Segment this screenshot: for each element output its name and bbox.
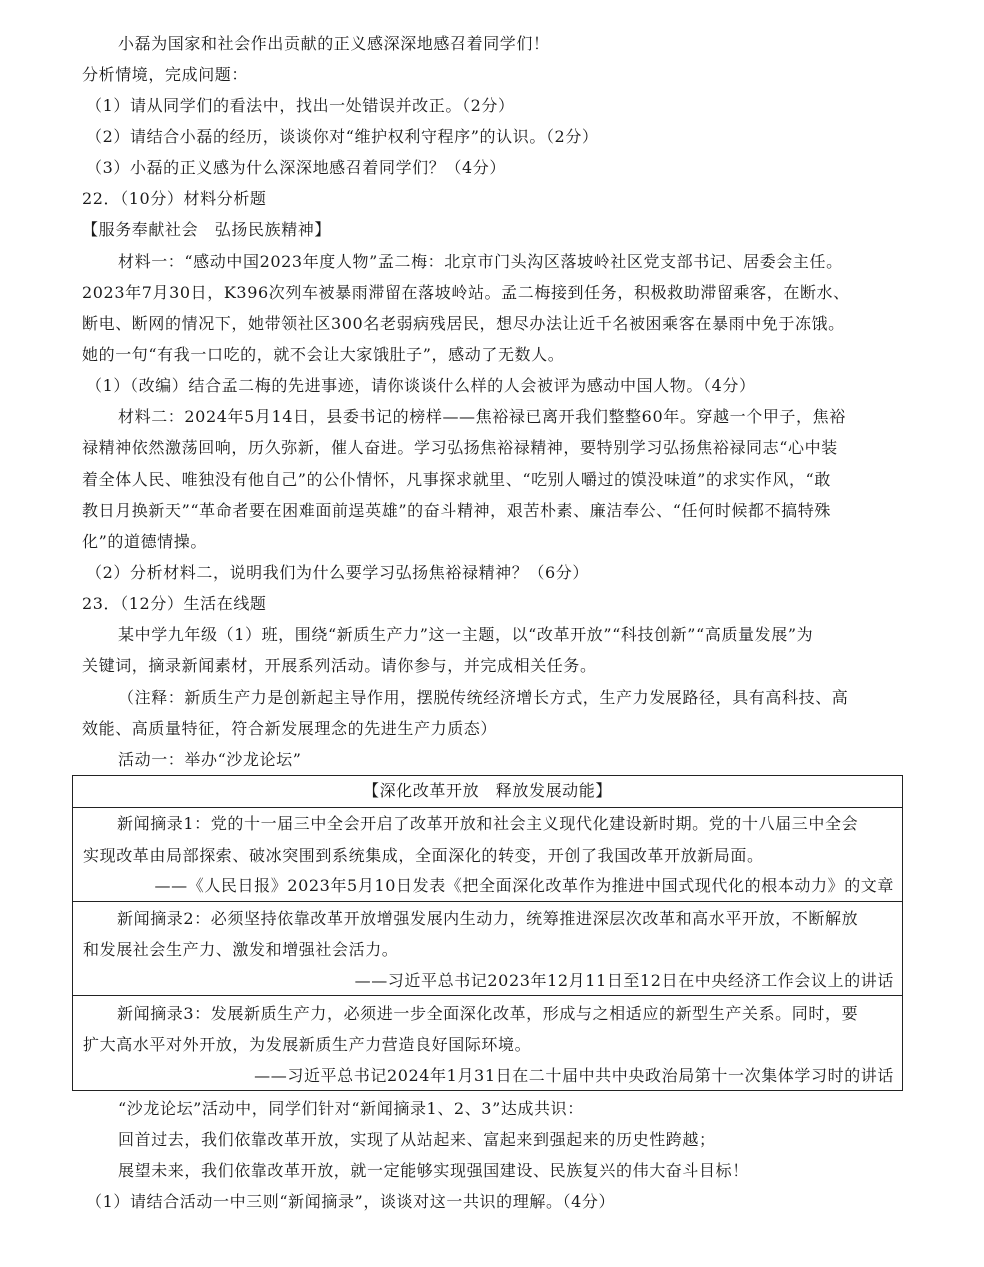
question-line: （2）请结合小磊的经历，谈谈你对“维护权利守程序”的认识。（2分） (86, 127, 599, 146)
instruction-line: 分析情境，完成问题： (82, 65, 249, 84)
excerpt-text: 新闻摘录1：党的十一届三中全会开启了改革开放和社会主义现代化建设新时期。党的十八届三中全会 (117, 814, 859, 833)
material-line: 她的一句“有我一口吃的，就不会让大家饿肚子”，感动了无数人。 (82, 345, 565, 364)
excerpt-text: 和发展社会生产力、激发和增强社会活力。 (83, 940, 399, 959)
material-line: 材料一：“感动中国2023年度人物”孟二梅：北京市门头沟区落坡岭社区党支部书记、居委会主任。 (118, 252, 843, 271)
material-line: 材料二：2024年5月14日，县委书记的榜样——焦裕禄已离开我们整整60年。穿越一个甲子，焦裕 (118, 407, 846, 426)
news-excerpt-3 (73, 995, 902, 1090)
note-line: （注释：新质生产力是创新起主导作用，摆脱传统经济增长方式，生产力发展路径，具有高科技、高 (118, 688, 849, 707)
material-line: 断电、断网的情况下，她带领社区300名老弱病残居民，想尽办法让近千名被困乘客在暴雨中免于冻饿。 (82, 314, 845, 333)
section-title: 【服务奉献社会 弘扬民族精神】 (82, 220, 332, 239)
question-line: （3）小磊的正义感为什么深深地感召着同学们？（4分） (86, 158, 506, 177)
note-line: 效能、高质量特征，符合新发展理念的先进生产力质态） (82, 719, 498, 738)
material-line: 教日月换新天”“革命者要在困难面前逞英雄”的奋斗精神，艰苦朴素、廉洁奉公、“任何时候都不搞特殊 (82, 501, 831, 520)
excerpt-source: ——《人民日报》2023年5月10日发表《把全面深化改革作为推进中国式现代化的根本动力》的文章 (154, 876, 894, 895)
news-excerpt-box (72, 775, 903, 1091)
material-line: 着全体人民、唯独没有他自己”的公仆情怀，凡事探求就里、“吃别人嚼过的馍没味道”的求实作风，“敢 (82, 470, 831, 489)
question-line: （1）（改编）结合孟二梅的先进事迹，请你谈谈什么样的人会被评为感动中国人物。（4分） (86, 376, 756, 395)
excerpt-source: ——习近平总书记2023年12月11日至12日在中央经济工作会议上的讲话 (354, 971, 894, 990)
text-line: 小磊为国家和社会作出贡献的正义感深深地感召着同学们！ (118, 34, 550, 53)
text-line: 回首过去，我们依靠改革开放，实现了从站起来、富起来到强起来的历史性跨越； (118, 1130, 716, 1149)
excerpt-source: ——习近平总书记2024年1月31日在二十届中共中央政治局第十一次集体学习时的讲话 (254, 1066, 894, 1085)
question-heading: 22．（10分）材料分析题 (82, 189, 267, 208)
box-title: 【深化改革开放 释放发展动能】 (362, 781, 612, 800)
material-line: 化”的道德情操。 (82, 532, 207, 551)
news-excerpt-1 (73, 807, 902, 901)
material-line: 关键词，摘录新闻素材，开展系列活动。请你参与，并完成相关任务。 (82, 656, 597, 675)
activity-title: 活动一：举办“沙龙论坛” (118, 750, 302, 769)
material-line: 某中学九年级（1）班，围绕“新质生产力”这一主题，以“改革开放”“科技创新”“高质量发展”为 (118, 625, 814, 644)
question-heading: 23．（12分）生活在线题 (82, 594, 267, 613)
excerpt-text: 新闻摘录2：必须坚持依靠改革开放增强发展内生动力，统筹推进深层次改革和高水平开放，不断解放 (117, 909, 859, 928)
text-line: 展望未来，我们依靠改革开放，就一定能够实现强国建设、民族复兴的伟大奋斗目标！ (118, 1161, 749, 1180)
question-line: （1）请结合活动一中三则“新闻摘录”，谈谈对这一共识的理解。（4分） (86, 1192, 616, 1211)
text-line: “沙龙论坛”活动中，同学们针对“新闻摘录1、2、3”达成共识： (118, 1099, 584, 1118)
question-line: （1）请从同学们的看法中，找出一处错误并改正。（2分） (86, 96, 515, 115)
news-excerpt-2 (73, 901, 902, 995)
material-line: 禄精神依然激荡回响，历久弥新，催人奋进。学习弘扬焦裕禄精神，要特别学习弘扬焦裕禄同志“心中装 (82, 438, 838, 457)
material-line: 2023年7月30日，K396次列车被暴雨滞留在落坡岭站。孟二梅接到任务，积极救助滞留乘客，在断水、 (82, 283, 850, 302)
excerpt-text: 新闻摘录3：发展新质生产力，必须进一步全面深化改革，形成与之相适应的新型生产关系。同时，要 (117, 1004, 859, 1023)
excerpt-text: 扩大高水平对外开放，为发展新质生产力营造良好国际环境。 (83, 1035, 532, 1054)
excerpt-text: 实现改革由局部探索、破冰突围到系统集成，全面深化的转变，开创了我国改革开放新局面。 (83, 846, 764, 865)
question-line: （2）分析材料二，说明我们为什么要学习弘扬焦裕禄精神？（6分） (86, 563, 589, 582)
